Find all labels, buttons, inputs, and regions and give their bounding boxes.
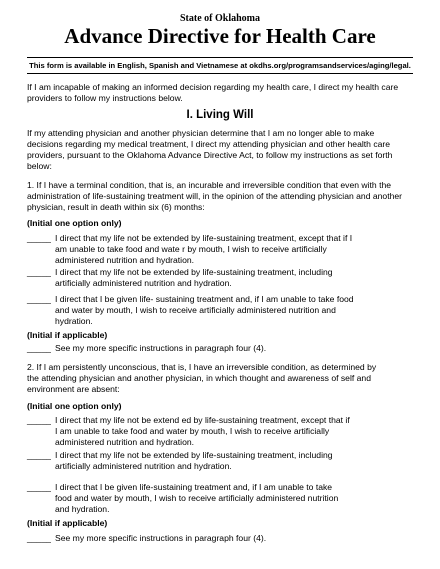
availability-note: This form is available in English, Spanish and Vietnamese at okdhs.org/programsandservices/aging/legal.	[29, 61, 411, 70]
p1-opt1-line-2: am unable to take food and wate r by mouth, I wish to receive artificially	[55, 244, 327, 254]
lw-intro-line-3: providers, pursuant to the Oklahoma Advance Directive Act, to follow my instructions as set forth	[27, 150, 393, 160]
p1-opt1-initial-blank[interactable]: _____	[27, 233, 51, 243]
p2-opt1-line-1: I direct that my life not be extend ed by life-sustaining treatment, except that if	[55, 415, 350, 425]
p2-opt1-initial-blank[interactable]: _____	[27, 415, 51, 425]
lw-intro-line-2: decisions regarding my medical treatment, I direct my attending physician and other health care	[27, 139, 391, 149]
para2-line-3: environment are absent:	[27, 384, 120, 394]
form-title: Advance Directive for Health Care	[64, 24, 376, 48]
lw-intro-line-4: below:	[27, 161, 52, 171]
living-will-heading: I. Living Will	[186, 109, 254, 121]
p2-opt1-line-3: administered nutrition and hydration.	[55, 437, 195, 447]
p1-opt3-line-1: I direct that I be given life- sustaining treatment and, if I am unable to take food	[55, 294, 354, 304]
p1-initial-if-label: (Initial if applicable)	[27, 330, 108, 340]
p2-opt3-initial-blank[interactable]: _____	[27, 482, 51, 492]
p2-opt3-line-2: food and water by mouth, I wish to receive artificially administered nutrition	[55, 493, 339, 503]
p2-opt3-line-3: and hydration.	[55, 504, 110, 514]
p1-opt1-line-1: I direct that my life not be extended by life-sustaining treatment, except that if I	[55, 233, 353, 243]
p1-opt2-line-1: I direct that my life not be extended by life-sustaining treatment, including	[55, 267, 333, 277]
p2-opt3-line-1: I direct that I be given life-sustaining treatment and, if I am unable to take	[55, 482, 333, 492]
state-label: State of Oklahoma	[180, 13, 260, 24]
divider-bottom	[27, 73, 413, 74]
p2-opt2-initial-blank[interactable]: _____	[27, 450, 51, 460]
lw-intro-line-1: If my attending physician and another physician determine that I am no longer able to make	[27, 128, 375, 138]
para2-line-1: 2. If I am persistently unconscious, that is, I have an irreversible condition, as determined by	[27, 362, 377, 372]
p2-initial-one-label: (Initial one option only)	[27, 401, 122, 411]
p1-opt3-line-3: hydration.	[55, 316, 93, 326]
p1-opt2-initial-blank[interactable]: _____	[27, 267, 51, 277]
intro-line-2: providers to follow my instructions below.	[27, 93, 183, 103]
para2-line-2: the attending physician and another physician, in which thought and awareness of self and	[27, 373, 371, 383]
p2-opt2-line-2: artificially administered nutrition and hydration.	[55, 461, 232, 471]
para1-line-3: physician, result in death within six (6) months:	[27, 202, 205, 212]
para1-line-2: administration of life-sustaining treatment will, in the opinion of the attending physician and another	[27, 191, 403, 201]
p1-see-initial-blank[interactable]: _____	[27, 343, 51, 353]
intro-line-1: If I am incapable of making an informed decision regarding my health care, I direct my health care	[27, 82, 399, 92]
p2-opt2-line-1: I direct that my life not be extended by life-sustaining treatment, including	[55, 450, 333, 460]
p1-initial-one-label: (Initial one option only)	[27, 218, 122, 228]
p1-opt3-initial-blank[interactable]: _____	[27, 294, 51, 304]
p1-opt3-line-2: and water by mouth, I wish to receive artificially administered nutrition and	[55, 305, 336, 315]
p2-opt1-line-2: I am unable to take food and water by mouth, I wish to receive artificially	[55, 426, 330, 436]
divider-top	[27, 57, 413, 58]
para1-line-1: 1. If I have a terminal condition, that is, an incurable and irreversible condition that even with the	[27, 180, 392, 190]
p1-opt2-line-2: artificially administered nutrition and hydration.	[55, 278, 232, 288]
p1-see-instructions: See my more specific instructions in paragraph four (4).	[55, 343, 267, 353]
p2-see-initial-blank[interactable]: _____	[27, 533, 51, 543]
p2-initial-if-label: (Initial if applicable)	[27, 518, 108, 528]
p1-opt1-line-3: administered nutrition and hydration.	[55, 255, 195, 265]
p2-see-instructions: See my more specific instructions in paragraph four (4).	[55, 533, 267, 543]
